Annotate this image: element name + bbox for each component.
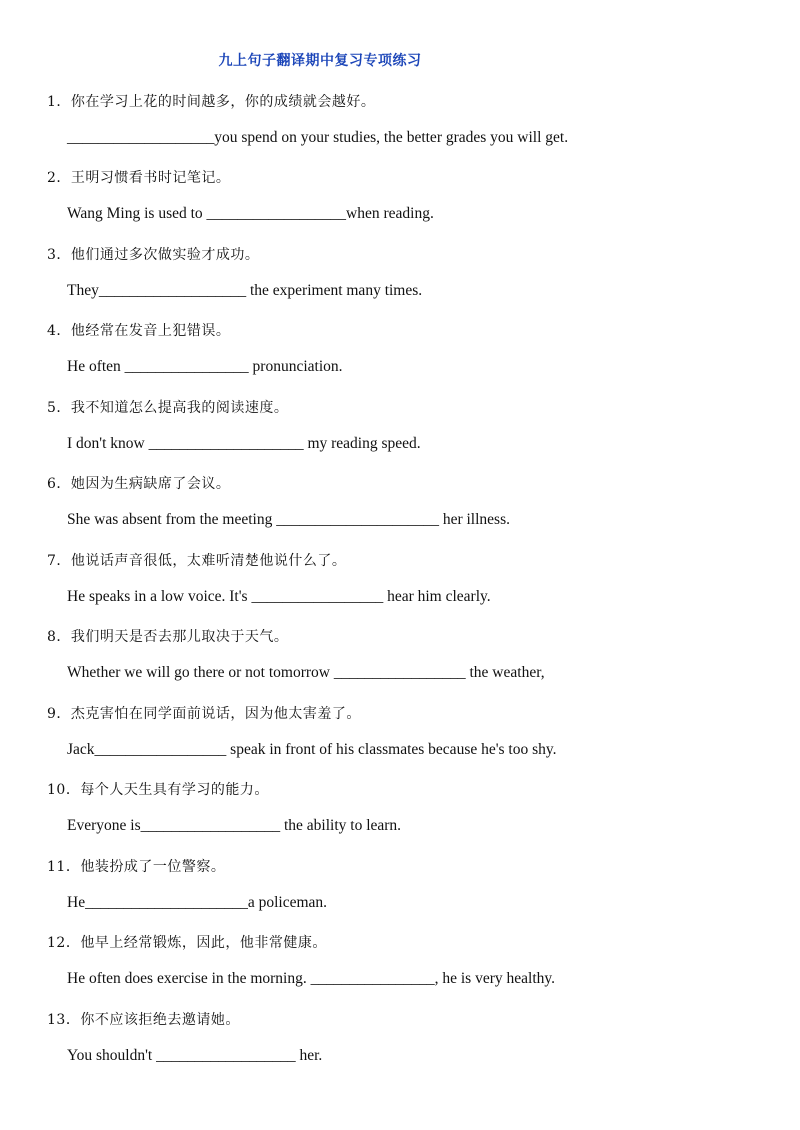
page-title: 九上句子翻译期中复习专项练习 xyxy=(218,53,422,69)
question-text: 4．他经常在发音上犯错误。 xyxy=(47,323,231,339)
answer-line: Whether we will go there or not tomorrow _________________ the weather, xyxy=(67,664,545,681)
question-text: 3．他们通过多次做实验才成功。 xyxy=(47,247,260,263)
answer-line: He speaks in a low voice. It's _________________ hear him clearly. xyxy=(67,588,491,605)
question-text: 12．他早上经常锻炼，因此，他非常健康。 xyxy=(47,935,327,951)
question-text: 9．杰克害怕在同学面前说话，因为他太害羞了。 xyxy=(47,706,361,722)
question-text: 1．你在学习上花的时间越多，你的成绩就会越好。 xyxy=(47,94,376,110)
question-text: 8．我们明天是否去那儿取决于天气。 xyxy=(47,629,289,645)
answer-line: Wang Ming is used to __________________when reading. xyxy=(67,205,434,222)
question-text: 11．他装扮成了一位警察。 xyxy=(47,859,226,875)
question-text: 6．她因为生病缺席了会议。 xyxy=(47,476,231,492)
answer-line: He often ________________ pronunciation. xyxy=(67,358,343,375)
question-text: 7．他说话声音很低，太难听清楚他说什么了。 xyxy=(47,553,347,569)
answer-line: ___________________you spend on your studies, the better grades you will get. xyxy=(67,129,569,146)
answer-line: They___________________ the experiment many times. xyxy=(67,282,423,299)
question-text: 10．每个人天生具有学习的能力。 xyxy=(47,782,269,798)
answer-line: I don't know ____________________ my reading speed. xyxy=(67,435,421,452)
question-text: 13．你不应该拒绝去邀请她。 xyxy=(47,1012,240,1028)
answer-line: You shouldn't __________________ her. xyxy=(67,1047,323,1064)
answer-line: He often does exercise in the morning. ________________, he is very healthy. xyxy=(67,970,555,987)
question-text: 2．王明习惯看书时记笔记。 xyxy=(47,170,231,186)
answer-line: He_____________________a policeman. xyxy=(67,894,328,911)
answer-line: She was absent from the meeting _____________________ her illness. xyxy=(67,511,510,528)
answer-line: Everyone is__________________ the ability to learn. xyxy=(67,817,402,834)
question-text: 5．我不知道怎么提高我的阅读速度。 xyxy=(47,400,289,416)
answer-line: Jack_________________ speak in front of his classmates because he's too shy. xyxy=(67,741,557,758)
